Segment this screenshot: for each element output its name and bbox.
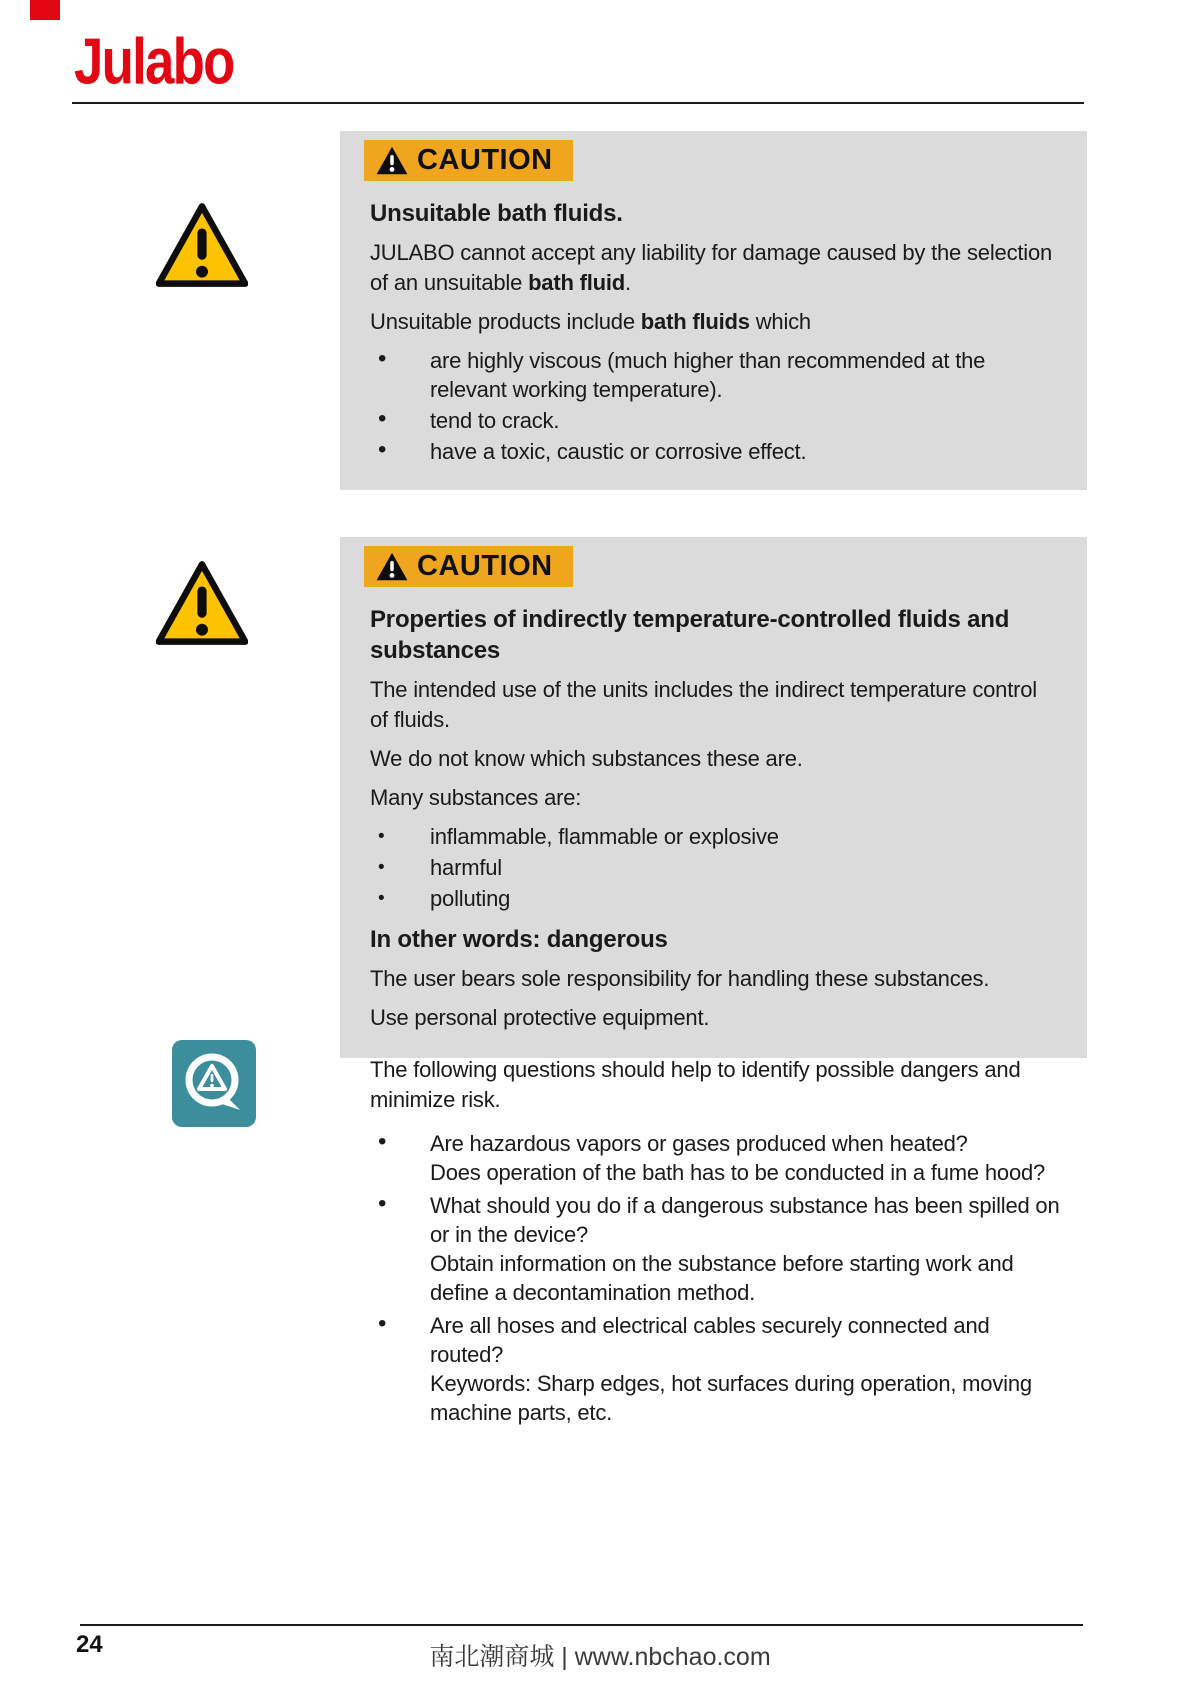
list-item — [370, 406, 1060, 435]
list-item — [370, 884, 1060, 913]
footer-divider — [80, 1624, 1083, 1626]
list-item — [370, 1191, 1065, 1307]
list-item-text: polluting — [430, 886, 511, 911]
text-run: Unsuitable products include — [370, 309, 641, 334]
list-item-text: What should you do if a dangerous substance has been spilled on or in the device? — [430, 1193, 1060, 1247]
bullet-icon: • — [378, 436, 387, 463]
box-title: Unsuitable bath fluids. — [370, 200, 623, 227]
list-item-text: inflammable, flammable or explosive — [430, 824, 779, 849]
bullet-list — [370, 822, 1060, 913]
warning-triangle-icon — [156, 560, 248, 646]
box-subtitle: In other words: dangerous — [370, 926, 668, 953]
list-item — [370, 853, 1060, 882]
bullet-icon: • — [378, 1128, 387, 1155]
text-run: . — [625, 270, 631, 295]
paragraph: The following questions should help to identify possible dangers and minimize risk. — [370, 1057, 1021, 1112]
bullet-icon: • — [378, 857, 385, 878]
list-item-text: Does operation of the bath has to be conducted in a fume hood? — [430, 1160, 1046, 1185]
risk-questions-section — [370, 1046, 1065, 1435]
list-item — [370, 437, 1060, 466]
note-speech-bubble-warning-icon — [172, 1040, 256, 1127]
bullet-icon: • — [378, 1190, 387, 1217]
text-run-bold: bath fluids — [640, 309, 750, 334]
caution-label: CAUTION — [417, 144, 553, 176]
list-item-text: Are hazardous vapors or gases produced when heated? — [430, 1131, 968, 1156]
paragraph: The intended use of the units includes the indirect temperature control of fluids. — [370, 677, 1037, 732]
caution-box-indirect-fluids — [340, 537, 1087, 1058]
list-item — [370, 1129, 1065, 1187]
list-item-text: Are all hoses and electrical cables securely connected and routed? — [430, 1313, 990, 1367]
bullet-list — [370, 1129, 1065, 1427]
caution-banner — [364, 546, 573, 587]
list-item — [370, 346, 1060, 404]
paragraph: The user bears sole responsibility for handling these substances. — [370, 966, 990, 991]
bullet-icon: • — [378, 1310, 387, 1337]
paragraph: We do not know which substances these are. — [370, 746, 803, 771]
caution-triangle-icon — [376, 146, 408, 175]
list-item-text: have a toxic, caustic or corrosive effect. — [430, 439, 807, 464]
list-item-text: harmful — [430, 855, 502, 880]
paragraph: Many substances are: — [370, 785, 582, 810]
page-number: 24 — [76, 1631, 103, 1658]
caution-box-unsuitable-fluids — [340, 131, 1087, 490]
bullet-icon: • — [378, 826, 385, 847]
bullet-list — [370, 346, 1060, 466]
text-run: which — [749, 309, 811, 334]
caution-triangle-icon — [376, 552, 408, 581]
paragraph — [370, 307, 1060, 337]
list-item-text: tend to crack. — [430, 408, 560, 433]
bullet-icon: • — [378, 405, 387, 432]
paragraph: Use personal protective equipment. — [370, 1005, 710, 1030]
list-item-text: are highly viscous (much higher than recommended at the relevant working temperature). — [430, 348, 986, 402]
list-item-text: Obtain information on the substance before starting work and define a decontamination method. — [430, 1251, 1014, 1305]
text-run-bold: bath fluid — [528, 270, 626, 295]
list-item-text: Keywords: Sharp edges, hot surfaces during operation, moving machine parts, etc. — [430, 1371, 1032, 1425]
header-divider — [72, 102, 1084, 104]
footer-watermark: 南北潮商城 | www.nbchao.com — [429, 1643, 771, 1671]
bullet-icon: • — [378, 345, 387, 372]
list-item — [370, 822, 1060, 851]
bullet-icon: • — [378, 888, 385, 909]
caution-label: CAUTION — [417, 550, 553, 582]
red-corner-mark — [30, 0, 60, 20]
list-item — [370, 1311, 1065, 1427]
warning-triangle-icon — [156, 202, 248, 288]
caution-banner — [364, 140, 573, 181]
julabo-logo: Julabo — [74, 25, 234, 98]
box-title: Properties of indirectly temperature-controlled fluids and substances — [370, 606, 1010, 664]
paragraph — [370, 238, 1060, 298]
text-run: JULABO cannot accept any liability for damage caused by the selection of an unsuitable — [370, 240, 1053, 295]
